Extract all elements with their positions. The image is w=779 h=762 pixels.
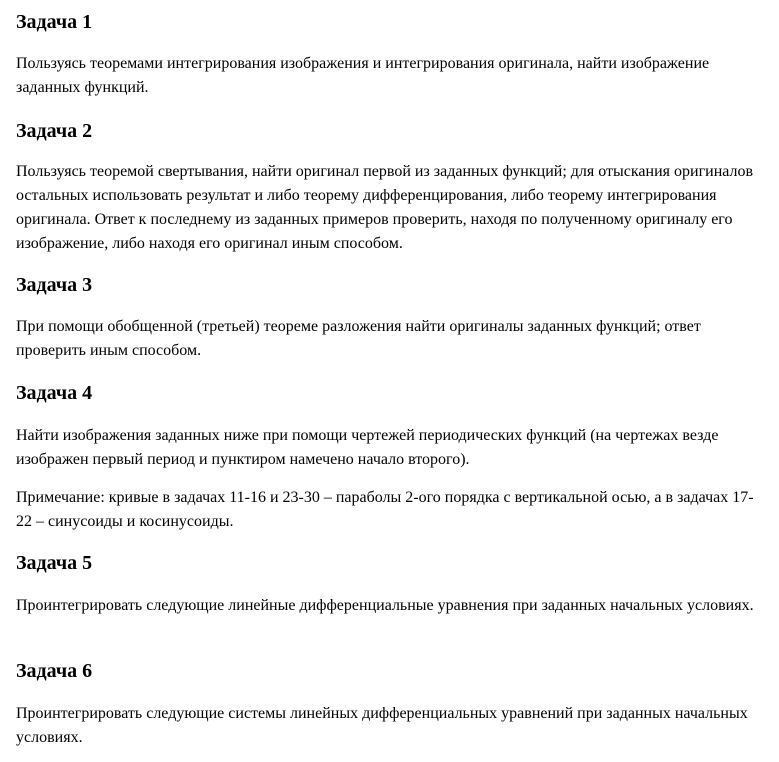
- task-6-text: Проинтегрировать следующие системы линейных дифференциальных уравнений при заданных начальных условиях.: [16, 705, 748, 746]
- task-2-text: Пользуясь теоремой свертывания, найти оригинал первой из заданных функций; для отыскания оригиналов остальных использовать результат и либо теорему дифференцирования, либо теорему интегрирования оригинала. Ответ к последнему из заданных примеров проверить, находя по полученному оригиналу его изображение, либо находя его оригинал иным способом.: [16, 163, 754, 252]
- task-4-note: Примечание: кривые в задачах 11-16 и 23-30 – параболы 2-ого порядка с вертикальной осью, а в задачах 17-22 – синусоиды и косинусоиды.: [16, 489, 754, 530]
- task-4-text: Найти изображения заданных ниже при помощи чертежей периодических функций (на чертежах везде изображен первый период и пунктиром намечено начало второго).: [16, 427, 719, 468]
- task-3-text: При помощи обобщенной (третьей) теореме разложения найти оригиналы заданных функций; ответ проверить иным способом.: [16, 318, 701, 359]
- task-5-title: Задача 5: [16, 552, 93, 574]
- task-6-title: Задача 6: [16, 660, 93, 682]
- task-5-text: Проинтегрировать следующие линейные дифференциальные уравнения при заданных начальных условиях.: [16, 597, 754, 614]
- task-4-title: Задача 4: [16, 382, 93, 404]
- task-2-title: Задача 2: [16, 120, 93, 142]
- task-1-text: Пользуясь теоремами интегрирования изображения и интегрирования оригинала, найти изображение заданных функций.: [16, 55, 710, 96]
- task-3-title: Задача 3: [16, 274, 93, 296]
- task-1-title: Задача 1: [16, 11, 93, 33]
